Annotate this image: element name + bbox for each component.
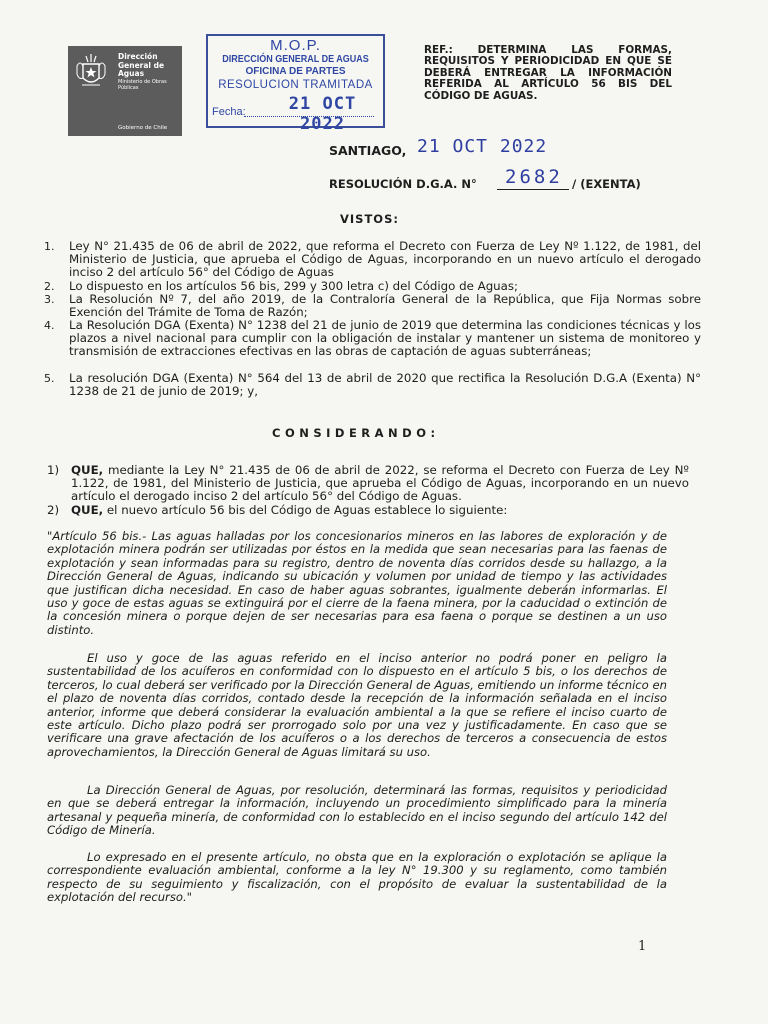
office-stamp (206, 34, 385, 134)
logo-government: Gobierno de Chile (118, 125, 168, 131)
quoted-article (47, 851, 667, 905)
stamp-fecha-label: Fecha: (212, 106, 246, 118)
vistos-item-number: 3. (44, 293, 55, 306)
resolution-number: 2682 (505, 166, 563, 188)
quoted-article (47, 652, 667, 759)
vistos-item-text: La Resolución DGA (Exenta) N° 1238 del 21 de junio de 2019 que determina las condiciones técnicas y los plazos a nivel nacional para cumplir con la obligación de instalar y mantener un sistema de monitoreo y transmisión de extracciones efectivas en las obras de captación de aguas subterráneas; (69, 318, 701, 358)
vistos-item-text: Ley N° 21.435 de 06 de abril de 2022, que reforma el Decreto con Fuerza de Ley Nº 1.122, de 1981, del Ministerio de Justicia, que aprueba el Código de Aguas, incorporando en un nuevo artículo el derogado inciso 2 del artículo 56° del Código de Aguas (69, 239, 701, 279)
resolution-suffix: / (EXENTA) (572, 177, 641, 191)
considerando-item-text (71, 504, 689, 517)
resolution-number-underline (497, 189, 569, 190)
quoted-article (47, 530, 667, 637)
reference-block: REF.: DETERMINA LAS FORMAS, REQUISITOS Y PERIODICIDAD EN QUE SE DEBERÁ ENTREGAR LA INFORMACIÓN REFERIDA AL ARTÍCULO 56 BIS DEL CÓDIGO DE AGUAS. (424, 44, 672, 102)
vistos-item-number: 1. (44, 240, 55, 253)
stamp-line-dga: DIRECCIÓN GENERAL DE AGUAS (222, 54, 369, 65)
quoted-article (47, 784, 667, 838)
considerando-item-lead: QUE, (71, 463, 104, 477)
stamp-line-status: RESOLUCION TRAMITADA (218, 79, 373, 91)
logo-ministry: Ministerio de Obras Públicas (118, 79, 167, 91)
considerando-item-body: mediante la Ley N° 21.435 de 06 de abril de 2022, se reforma el Decreto con Fuerza de Ley Nº 1.122, de 1981, del Ministerio de Justicia, que aprueba el Código de Aguas, incorporando en un nuevo artículo el derogado inciso 2 del artículo 56° del Código de Aguas. (71, 463, 689, 503)
stamp-date: 21 OCT 2022 (288, 94, 357, 134)
vistos-heading: VISTOS: (340, 212, 399, 226)
dga-logo (68, 46, 182, 136)
page-number: 1 (638, 939, 647, 954)
logo-agency-name: Dirección General de Aguas (118, 52, 165, 78)
stamp-line-mop: M.O.P. (270, 37, 321, 54)
considerando-item-text (71, 464, 689, 503)
quote-paragraph: Lo expresado en el presente artículo, no obsta que en la exploración o explotación se aplique la correspondiente evaluación ambiental, conforme a la ley N° 19.300 y su reglamento, como también respecto de su seguimiento y fiscalización, con el propósito de evaluar la sustentabilidad de la explotación del recurso." (47, 850, 667, 905)
vistos-item-text: Lo dispuesto en los artículos 56 bis, 299 y 300 letra c) del Código de Aguas; (69, 279, 519, 293)
quote-paragraph: "Artículo 56 bis.- Las aguas halladas por los concesionarios mineros en las labores de exploración y de explotación minera podrán ser utilizadas por éstos en la medida que sean necesarias para las faenas de explotación y sean informadas para su registro, dentro de noventa días corridos desde su hallazgo, a la Dirección General de Aguas, indicando su ubicación y volumen por unidad de tiempo y las actividades que justifican dicha necesidad. En caso de haber aguas sobrantes, igualmente deberán informarlas. El uso y goce de estas aguas se extinguirá por el cierre de la faena minera, por la caducidad o extinción de la concesión minera o porque dejen de ser necesarias para esa faena o porque se destinen a un uso distinto. (47, 529, 667, 637)
considerando-item-number: 1) (47, 463, 60, 477)
considerando-item-number: 2) (47, 503, 60, 517)
vistos-item-text: La resolución DGA (Exenta) N° 564 del 13 de abril de 2020 que rectifica la Resolución D.G.A (Exenta) N° 1238 de 21 de junio de 2019; y, (69, 371, 701, 398)
considerando-heading: CONSIDERANDO: (272, 426, 440, 440)
considerando-item-body: el nuevo artículo 56 bis del Código de Aguas establece lo siguiente: (103, 503, 508, 517)
vistos-item-number: 5. (44, 372, 55, 385)
stamp-line-office: OFICINA DE PARTES (245, 66, 346, 77)
place-date-stamp: 21 OCT 2022 (417, 136, 548, 157)
vistos-item-number: 4. (44, 319, 55, 332)
vistos-item-number: 2. (44, 280, 55, 293)
vistos-item-text: La Resolución Nº 7, del año 2019, de la Contraloría General de la República, que Fija Normas sobre Exención del Trámite de Toma de Razón; (69, 292, 701, 319)
resolution-label: RESOLUCIÓN D.G.A. N° (329, 177, 477, 191)
place-label: SANTIAGO, (329, 143, 407, 158)
quote-paragraph: El uso y goce de las aguas referido en el inciso anterior no podrá poner en peligro la sustentabilidad de los acuíferos en conformidad con lo dispuesto en el artículo 5 bis, o los derechos de terceros, lo cual deberá ser verificado por la Dirección General de Aguas, emitiendo un informe técnico en el plazo de noventa días corridos, contado desde la recepción de la información señalada en el inciso anterior, informe que deberá considerar la evaluación ambiental a la que se refiere el inciso cuarto de este artículo. Dicho plazo podrá ser prorrogado solo por una vez y justificadamente. En caso que se verificare una grave afectación de los acuíferos o a los derechos de terceros a consecuencia de estos aprovechamientos, la Dirección General de Aguas limitará su uso. (47, 651, 667, 759)
quote-paragraph: La Dirección General de Aguas, por resolución, determinará las formas, requisitos y periodicidad en que se deberá entregar la información, incluyendo un procedimiento simplificado para la minería artesanal y pequeña minería, de conformidad con lo establecido en el inciso segundo del artículo 142 del Código de Minería. (47, 783, 667, 838)
chile-coat-of-arms-icon (74, 52, 108, 92)
considerando-item-lead: QUE, (71, 503, 104, 517)
